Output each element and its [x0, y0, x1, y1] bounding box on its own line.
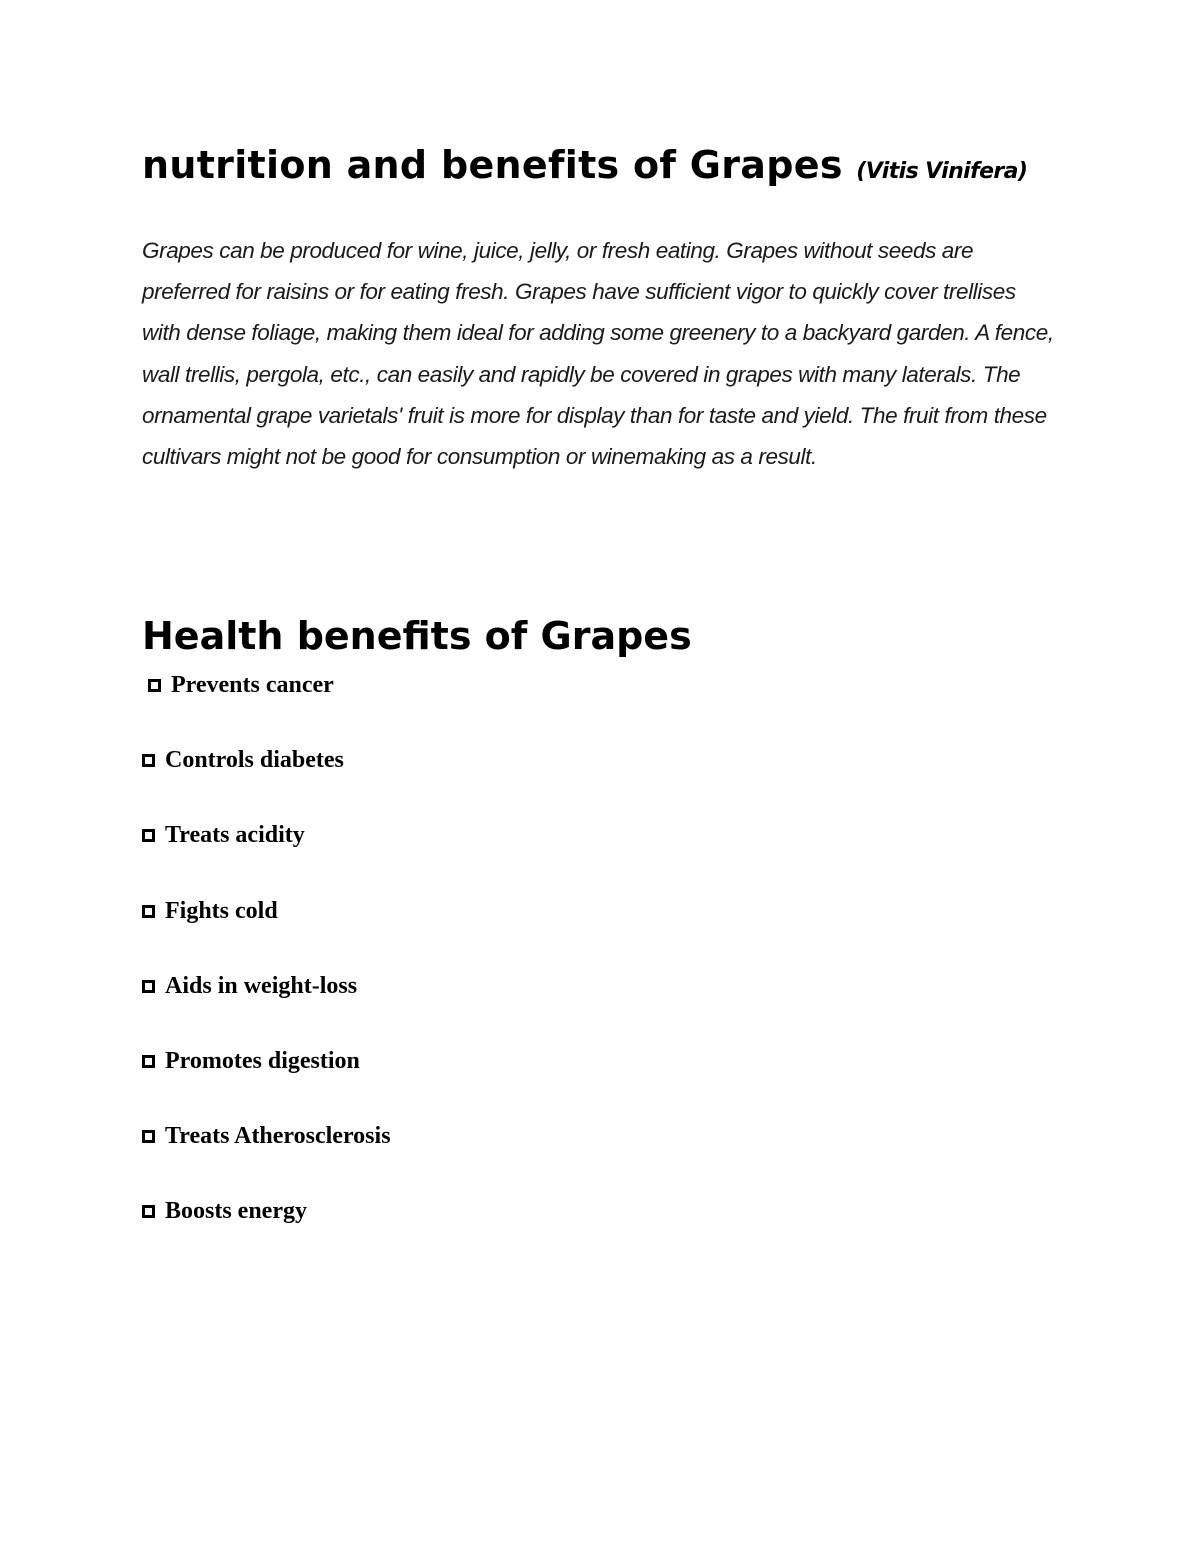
list-item: [142, 895, 278, 927]
benefit-label: Boosts energy: [165, 1198, 307, 1224]
scientific-name: (Vitis Vinifera): [856, 159, 1028, 184]
list-item: [142, 1120, 391, 1152]
benefit-label: Treats acidity: [165, 822, 305, 848]
list-item: [142, 1195, 307, 1227]
benefit-label: Aids in weight-loss: [165, 973, 358, 999]
list-item: [148, 669, 334, 701]
benefit-label: Fights cold: [165, 898, 278, 924]
list-item: [142, 970, 357, 1002]
page-title: [142, 140, 1027, 197]
square-bullet-icon: [142, 1205, 155, 1218]
list-item: [142, 1045, 360, 1077]
square-bullet-icon: [142, 1130, 155, 1143]
intro-paragraph: Grapes can be produced for wine, juice, jelly, or fresh eating. Grapes without seeds are preferred for raisins or for eating fresh. Grapes have sufficient vigor to quickly cover trellises with dense foliage, making them ideal for adding some greenery to a backyard garden. A fence, wall trellis, pergola, etc., can easily and rapidly be covered in grapes with many laterals. The ornamental grape varietals' fruit is more for display than for taste and yield. The fruit from these cultivars might not be good for consumption or winemaking as a result.: [142, 238, 1054, 470]
square-bullet-icon: [142, 905, 155, 918]
square-bullet-icon: [148, 679, 161, 692]
title-text: nutrition and benefits of Grapes: [142, 143, 843, 187]
square-bullet-icon: [142, 829, 155, 842]
list-item: [142, 819, 305, 851]
benefit-label: Prevents cancer: [171, 672, 334, 698]
benefit-label: Promotes digestion: [165, 1048, 360, 1074]
square-bullet-icon: [142, 754, 155, 767]
square-bullet-icon: [142, 1055, 155, 1068]
list-item: [142, 744, 344, 776]
benefit-label: Controls diabetes: [165, 747, 344, 773]
square-bullet-icon: [142, 980, 155, 993]
section-heading: Health benefits of Grapes: [142, 614, 692, 658]
benefit-label: Treats Atherosclerosis: [165, 1123, 391, 1149]
